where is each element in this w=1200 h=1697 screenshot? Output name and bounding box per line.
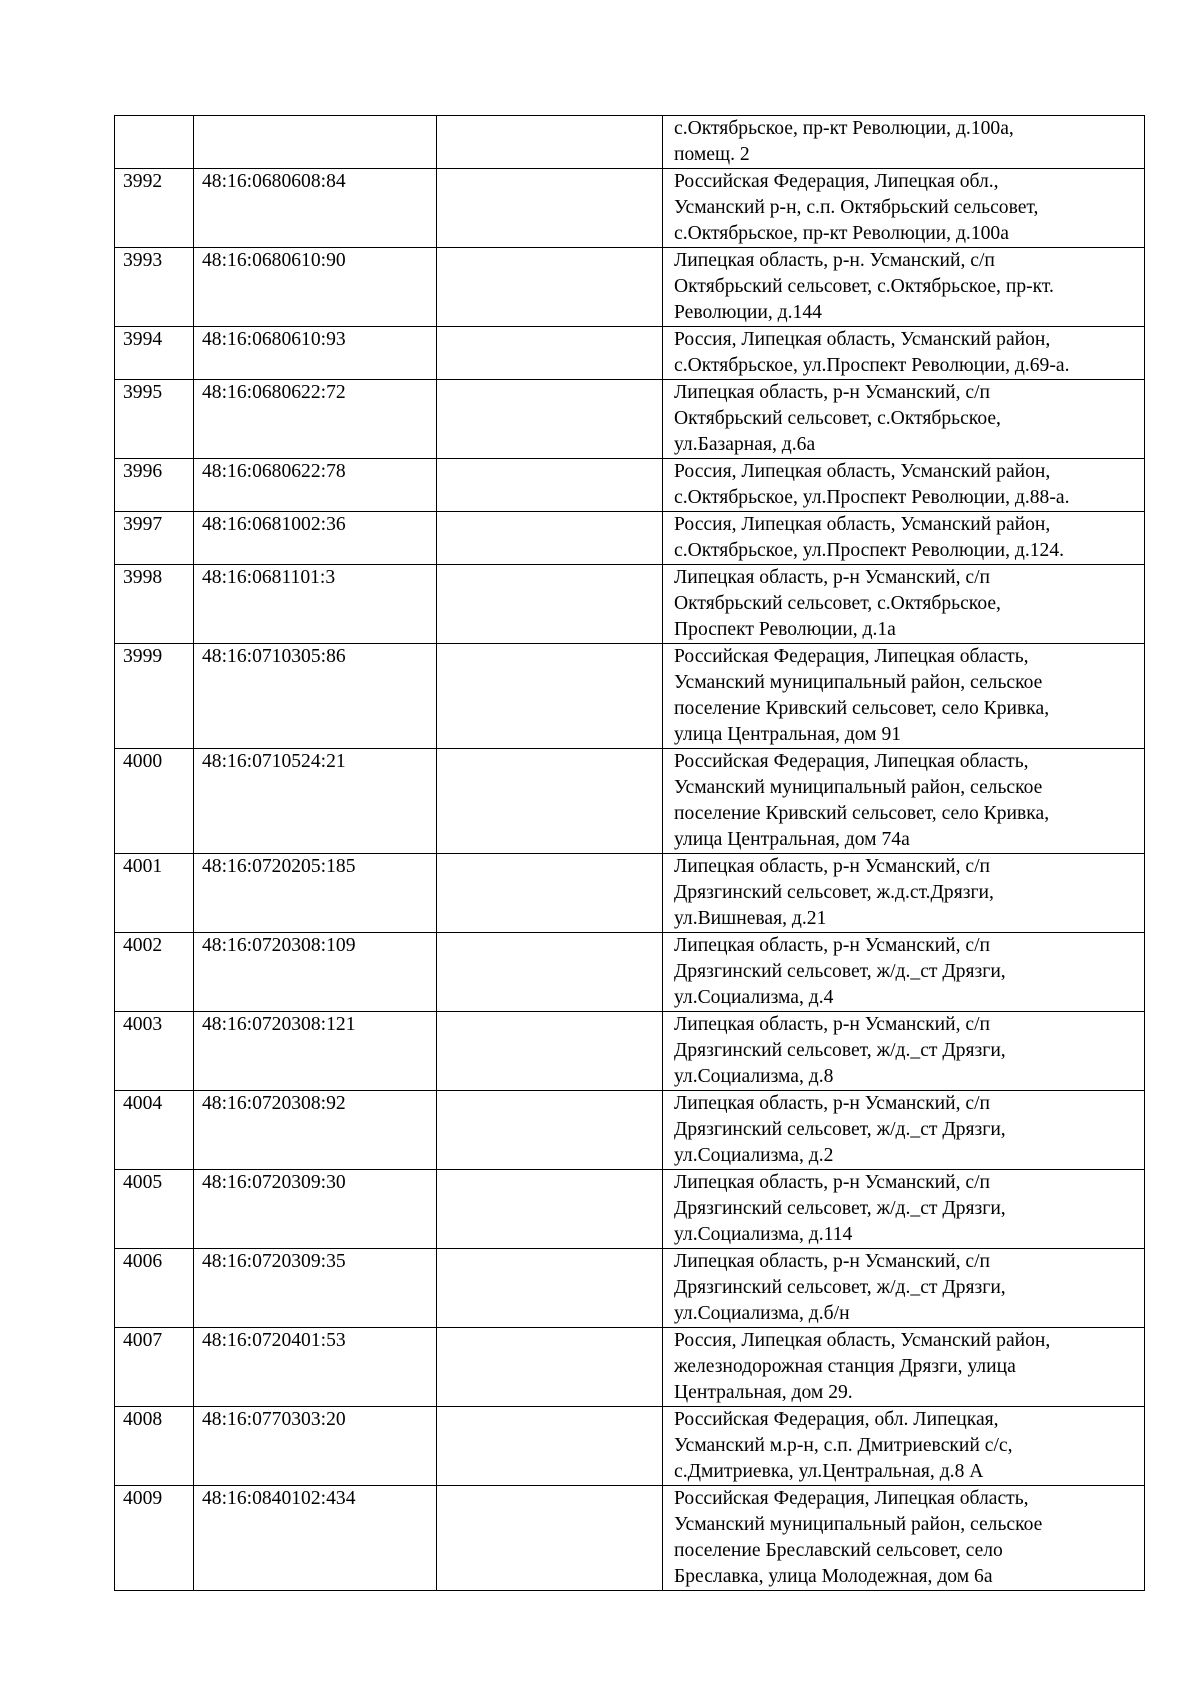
- address-line: Российская Федерация, Липецкая область,: [674, 1488, 1029, 1509]
- row-number-cell: 3993: [115, 248, 194, 327]
- address-line: с.Октябрьское, пр-кт Революции, д.100а: [674, 223, 1009, 244]
- cadastral-number-cell: 48:16:0720308:121: [194, 1012, 437, 1091]
- address-cell: [663, 1407, 1145, 1486]
- row-number-cell: 4005: [115, 1170, 194, 1249]
- address-cell: [663, 380, 1145, 459]
- row-number-cell: [115, 116, 194, 169]
- table-row: [115, 933, 1145, 1012]
- cadastral-number-cell: 48:16:0680608:84: [194, 169, 437, 248]
- address-line: Российская Федерация, Липецкая область,: [674, 646, 1029, 667]
- empty-cell: [437, 933, 663, 1012]
- address-line: Усманский м.р-н, с.п. Дмитриевский с/с,: [674, 1435, 1013, 1456]
- address-line: Россия, Липецкая область, Усманский район,: [674, 461, 1051, 482]
- address-line: Октябрьский сельсовет, с.Октябрьское,: [674, 408, 1001, 429]
- table-row: [115, 116, 1145, 169]
- cadastral-number-cell: 48:16:0710305:86: [194, 644, 437, 749]
- address-line: Центральная, дом 29.: [674, 1382, 853, 1403]
- address-line: ул.Социализма, д.б/н: [674, 1303, 850, 1324]
- cadastral-number-cell: 48:16:0770303:20: [194, 1407, 437, 1486]
- address-line: Липецкая область, р-н Усманский, с/п: [674, 935, 990, 956]
- address-line: Российская Федерация, Липецкая обл.,: [674, 171, 999, 192]
- address-cell: [663, 565, 1145, 644]
- row-number-cell: 4000: [115, 749, 194, 854]
- address-line: Усманский муниципальный район, сельское: [674, 1514, 1043, 1535]
- empty-cell: [437, 248, 663, 327]
- row-number-cell: 4008: [115, 1407, 194, 1486]
- address-line: Бреславка, улица Молодежная, дом 6а: [674, 1566, 993, 1587]
- address-line: Липецкая область, р-н. Усманский, с/п: [674, 250, 995, 271]
- address-line: Российская Федерация, обл. Липецкая,: [674, 1409, 999, 1430]
- address-line: поселение Кривский сельсовет, село Кривка,: [674, 803, 1050, 824]
- address-cell: [663, 749, 1145, 854]
- cadastral-number-cell: 48:16:0720401:53: [194, 1328, 437, 1407]
- table-row: [115, 1012, 1145, 1091]
- row-number-cell: 4004: [115, 1091, 194, 1170]
- address-line: Липецкая область, р-н Усманский, с/п: [674, 1172, 990, 1193]
- address-cell: [663, 1091, 1145, 1170]
- address-line: Липецкая область, р-н Усманский, с/п: [674, 1093, 990, 1114]
- address-cell: [663, 1249, 1145, 1328]
- address-line: с.Дмитриевка, ул.Центральная, д.8 А: [674, 1461, 984, 1482]
- row-number-cell: 3994: [115, 327, 194, 380]
- row-number-cell: 4003: [115, 1012, 194, 1091]
- address-line: Октябрьский сельсовет, с.Октябрьское, пр-кт.: [674, 276, 1054, 297]
- address-line: с.Октябрьское, пр-кт Революции, д.100а,: [674, 118, 1014, 139]
- address-line: улица Центральная, дом 91: [674, 724, 902, 745]
- table-row: [115, 854, 1145, 933]
- address-line: ул.Социализма, д.2: [674, 1145, 834, 1166]
- row-number-cell: 3992: [115, 169, 194, 248]
- empty-cell: [437, 327, 663, 380]
- address-line: Дрязгинский сельсовет, ж/д._ст Дрязги,: [674, 1040, 1006, 1061]
- cadastral-number-cell: 48:16:0720205:185: [194, 854, 437, 933]
- cadastral-number-cell: 48:16:0680622:72: [194, 380, 437, 459]
- address-cell: [663, 248, 1145, 327]
- row-number-cell: 3998: [115, 565, 194, 644]
- address-cell: [663, 933, 1145, 1012]
- table-row: [115, 1249, 1145, 1328]
- cadastral-number-cell: 48:16:0680622:78: [194, 459, 437, 512]
- address-line: ул.Социализма, д.4: [674, 987, 834, 1008]
- empty-cell: [437, 512, 663, 565]
- address-cell: [663, 327, 1145, 380]
- table-row: [115, 380, 1145, 459]
- address-line: Липецкая область, р-н Усманский, с/п: [674, 1014, 990, 1035]
- address-cell: [663, 459, 1145, 512]
- row-number-cell: 3999: [115, 644, 194, 749]
- address-line: Дрязгинский сельсовет, ж/д._ст Дрязги,: [674, 1198, 1006, 1219]
- address-cell: [663, 854, 1145, 933]
- empty-cell: [437, 1170, 663, 1249]
- row-number-cell: 3995: [115, 380, 194, 459]
- address-cell: [663, 644, 1145, 749]
- empty-cell: [437, 644, 663, 749]
- address-line: Усманский муниципальный район, сельское: [674, 672, 1043, 693]
- table-row: [115, 1328, 1145, 1407]
- address-line: Дрязгинский сельсовет, ж/д._ст Дрязги,: [674, 1277, 1006, 1298]
- address-cell: [663, 1486, 1145, 1591]
- address-line: с.Октябрьское, ул.Проспект Революции, д.88-а.: [674, 487, 1070, 508]
- empty-cell: [437, 1486, 663, 1591]
- row-number-cell: 3997: [115, 512, 194, 565]
- row-number-cell: 4007: [115, 1328, 194, 1407]
- table-row: [115, 1407, 1145, 1486]
- table-row: [115, 459, 1145, 512]
- address-line: улица Центральная, дом 74а: [674, 829, 910, 850]
- address-line: Проспект Революции, д.1а: [674, 619, 896, 640]
- table-row: [115, 749, 1145, 854]
- address-line: помещ. 2: [674, 144, 750, 165]
- address-line: ул.Базарная, д.6а: [674, 434, 816, 455]
- cadastral-number-cell: 48:16:0680610:90: [194, 248, 437, 327]
- address-line: поселение Бреславский сельсовет, село: [674, 1540, 1003, 1561]
- address-line: ул.Социализма, д.114: [674, 1224, 853, 1245]
- cadastral-number-cell: 48:16:0681002:36: [194, 512, 437, 565]
- empty-cell: [437, 459, 663, 512]
- table-row: [115, 565, 1145, 644]
- address-line: Липецкая область, р-н Усманский, с/п: [674, 567, 990, 588]
- address-line: Дрязгинский сельсовет, ж/д._ст Дрязги,: [674, 961, 1006, 982]
- table-row: [115, 1091, 1145, 1170]
- table-row: [115, 327, 1145, 380]
- address-line: Россия, Липецкая область, Усманский район,: [674, 514, 1051, 535]
- empty-cell: [437, 1091, 663, 1170]
- address-cell: [663, 1328, 1145, 1407]
- address-line: ул.Социализма, д.8: [674, 1066, 834, 1087]
- empty-cell: [437, 1249, 663, 1328]
- row-number-cell: 4006: [115, 1249, 194, 1328]
- address-cell: [663, 116, 1145, 169]
- cadastral-number-cell: 48:16:0680610:93: [194, 327, 437, 380]
- cadastral-number-cell: 48:16:0720309:30: [194, 1170, 437, 1249]
- address-cell: [663, 1170, 1145, 1249]
- empty-cell: [437, 749, 663, 854]
- address-cell: [663, 512, 1145, 565]
- cadastral-number-cell: 48:16:0720309:35: [194, 1249, 437, 1328]
- address-cell: [663, 1012, 1145, 1091]
- cadastral-number-cell: 48:16:0720308:92: [194, 1091, 437, 1170]
- address-line: Дрязгинский сельсовет, ж/д._ст Дрязги,: [674, 1119, 1006, 1140]
- empty-cell: [437, 169, 663, 248]
- empty-cell: [437, 854, 663, 933]
- table-body: [115, 116, 1145, 1591]
- address-line: Липецкая область, р-н Усманский, с/п: [674, 1251, 990, 1272]
- empty-cell: [437, 116, 663, 169]
- address-line: железнодорожная станция Дрязги, улица: [674, 1356, 1016, 1377]
- row-number-cell: 4002: [115, 933, 194, 1012]
- address-line: Усманский р-н, с.п. Октябрьский сельсовет,: [674, 197, 1039, 218]
- cadastral-number-cell: 48:16:0710524:21: [194, 749, 437, 854]
- row-number-cell: 4001: [115, 854, 194, 933]
- address-line: Липецкая область, р-н Усманский, с/п: [674, 856, 990, 877]
- row-number-cell: 3996: [115, 459, 194, 512]
- cadastral-number-cell: 48:16:0720308:109: [194, 933, 437, 1012]
- property-register-table: [114, 115, 1145, 1591]
- row-number-cell: 4009: [115, 1486, 194, 1591]
- address-line: Дрязгинский сельсовет, ж.д.ст.Дрязги,: [674, 882, 994, 903]
- table-row: [115, 1486, 1145, 1591]
- address-line: Усманский муниципальный район, сельское: [674, 777, 1043, 798]
- table-row: [115, 1170, 1145, 1249]
- cadastral-number-cell: 48:16:0681101:3: [194, 565, 437, 644]
- address-line: ул.Вишневая, д.21: [674, 908, 827, 929]
- address-line: Революции, д.144: [674, 302, 822, 323]
- address-cell: [663, 169, 1145, 248]
- empty-cell: [437, 565, 663, 644]
- table-row: [115, 512, 1145, 565]
- empty-cell: [437, 1407, 663, 1486]
- empty-cell: [437, 1012, 663, 1091]
- empty-cell: [437, 1328, 663, 1407]
- address-line: с.Октябрьское, ул.Проспект Революции, д.124.: [674, 540, 1065, 561]
- address-line: Россия, Липецкая область, Усманский район,: [674, 1330, 1051, 1351]
- address-line: Октябрьский сельсовет, с.Октябрьское,: [674, 593, 1001, 614]
- table-row: [115, 248, 1145, 327]
- empty-cell: [437, 380, 663, 459]
- cadastral-number-cell: 48:16:0840102:434: [194, 1486, 437, 1591]
- address-line: Российская Федерация, Липецкая область,: [674, 751, 1029, 772]
- table-row: [115, 169, 1145, 248]
- address-line: Россия, Липецкая область, Усманский район,: [674, 329, 1051, 350]
- address-line: Липецкая область, р-н Усманский, с/п: [674, 382, 990, 403]
- cadastral-number-cell: [194, 116, 437, 169]
- address-line: поселение Кривский сельсовет, село Кривка,: [674, 698, 1050, 719]
- table-row: [115, 644, 1145, 749]
- address-line: с.Октябрьское, ул.Проспект Революции, д.69-а.: [674, 355, 1070, 376]
